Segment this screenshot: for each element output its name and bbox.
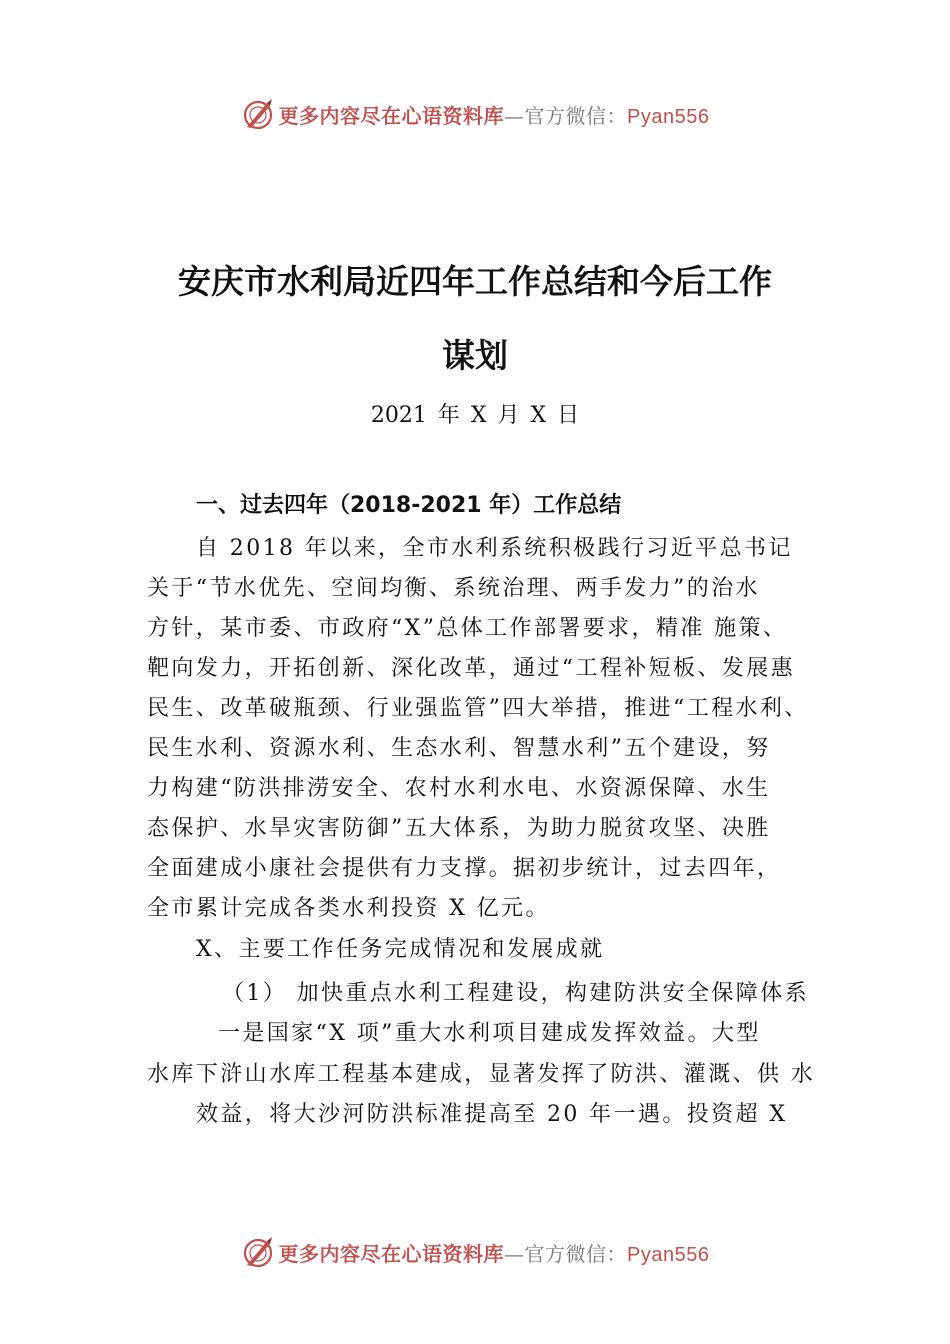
- watermark-text: [279, 1238, 710, 1267]
- section-heading: 一、过去四年（2018-2021 年）工作总结: [196, 493, 622, 518]
- watermark-text: [279, 100, 710, 129]
- body-line: 全面建成小康社会提供有力支撑。据初步统计，过去四年，: [147, 856, 782, 881]
- subsection-item: （1） 加快重点水利工程建设，构建防洪安全保障体系: [222, 981, 809, 1006]
- watermark-separator: —: [504, 1241, 525, 1266]
- watermark-brand: 更多内容尽在心语资料库: [278, 103, 505, 128]
- watermark-wechat-id: Pyan556: [627, 1243, 710, 1266]
- body-line: 态保护、水旱灾害防御”五大体系，为助力脱贫攻坚、决胜: [147, 816, 771, 841]
- watermark-wechat-id: Pyan556: [627, 105, 710, 128]
- quill-pen-seal-icon: [241, 97, 275, 131]
- document-title-line-2: 谋划: [442, 336, 508, 375]
- body-line: 民生、改革破瓶颈、行业强监管”四大举措，推进“工程水利、: [147, 696, 809, 721]
- body-line: 效益，将大沙河防洪标准提高至 20 年一遇。投资超 X: [196, 1102, 788, 1127]
- document-date: 2021 年 X 月 X 日: [370, 403, 580, 428]
- quill-pen-seal-icon: [241, 1235, 275, 1269]
- header-watermark: [0, 94, 950, 134]
- watermark-separator: —: [504, 103, 525, 128]
- subsection-heading: X、主要工作任务完成情况和发展成就: [196, 937, 605, 962]
- body-line: 一是国家“X 项”重大水利项目建成发挥效益。大型: [218, 1021, 761, 1046]
- body-line: 力构建“防洪排涝安全、农村水利水电、水资源保障、水生: [147, 776, 771, 801]
- watermark-brand: 更多内容尽在心语资料库: [278, 1241, 505, 1266]
- body-line: 自 2018 年以来，全市水利系统积极践行习近平总书记: [196, 536, 793, 561]
- body-line: 民生水利、资源水利、生态水利、智慧水利”五个建设，努: [147, 736, 771, 761]
- footer-watermark: [0, 1232, 950, 1272]
- body-line: 全市累计完成各类水利投资 X 亿元。: [147, 896, 550, 921]
- body-line: 靶向发力，开拓创新、深化改革，通过“工程补短板、发展惠: [147, 656, 796, 681]
- body-line: 关于“节水优先、空间均衡、系统治理、两手发力”的治水: [147, 576, 760, 601]
- watermark-label: 官方微信：: [524, 103, 628, 128]
- document-title-line-1: 安庆市水利局近四年工作总结和今后工作: [178, 262, 772, 301]
- watermark-label: 官方微信：: [524, 1241, 628, 1266]
- body-line: 方针，某市委、市政府“X”总体工作部署要求，精准 施策、: [147, 616, 788, 641]
- body-line: 水库下浒山水库工程基本建成，显著发挥了防洪、灌溉、供 水: [147, 1062, 816, 1087]
